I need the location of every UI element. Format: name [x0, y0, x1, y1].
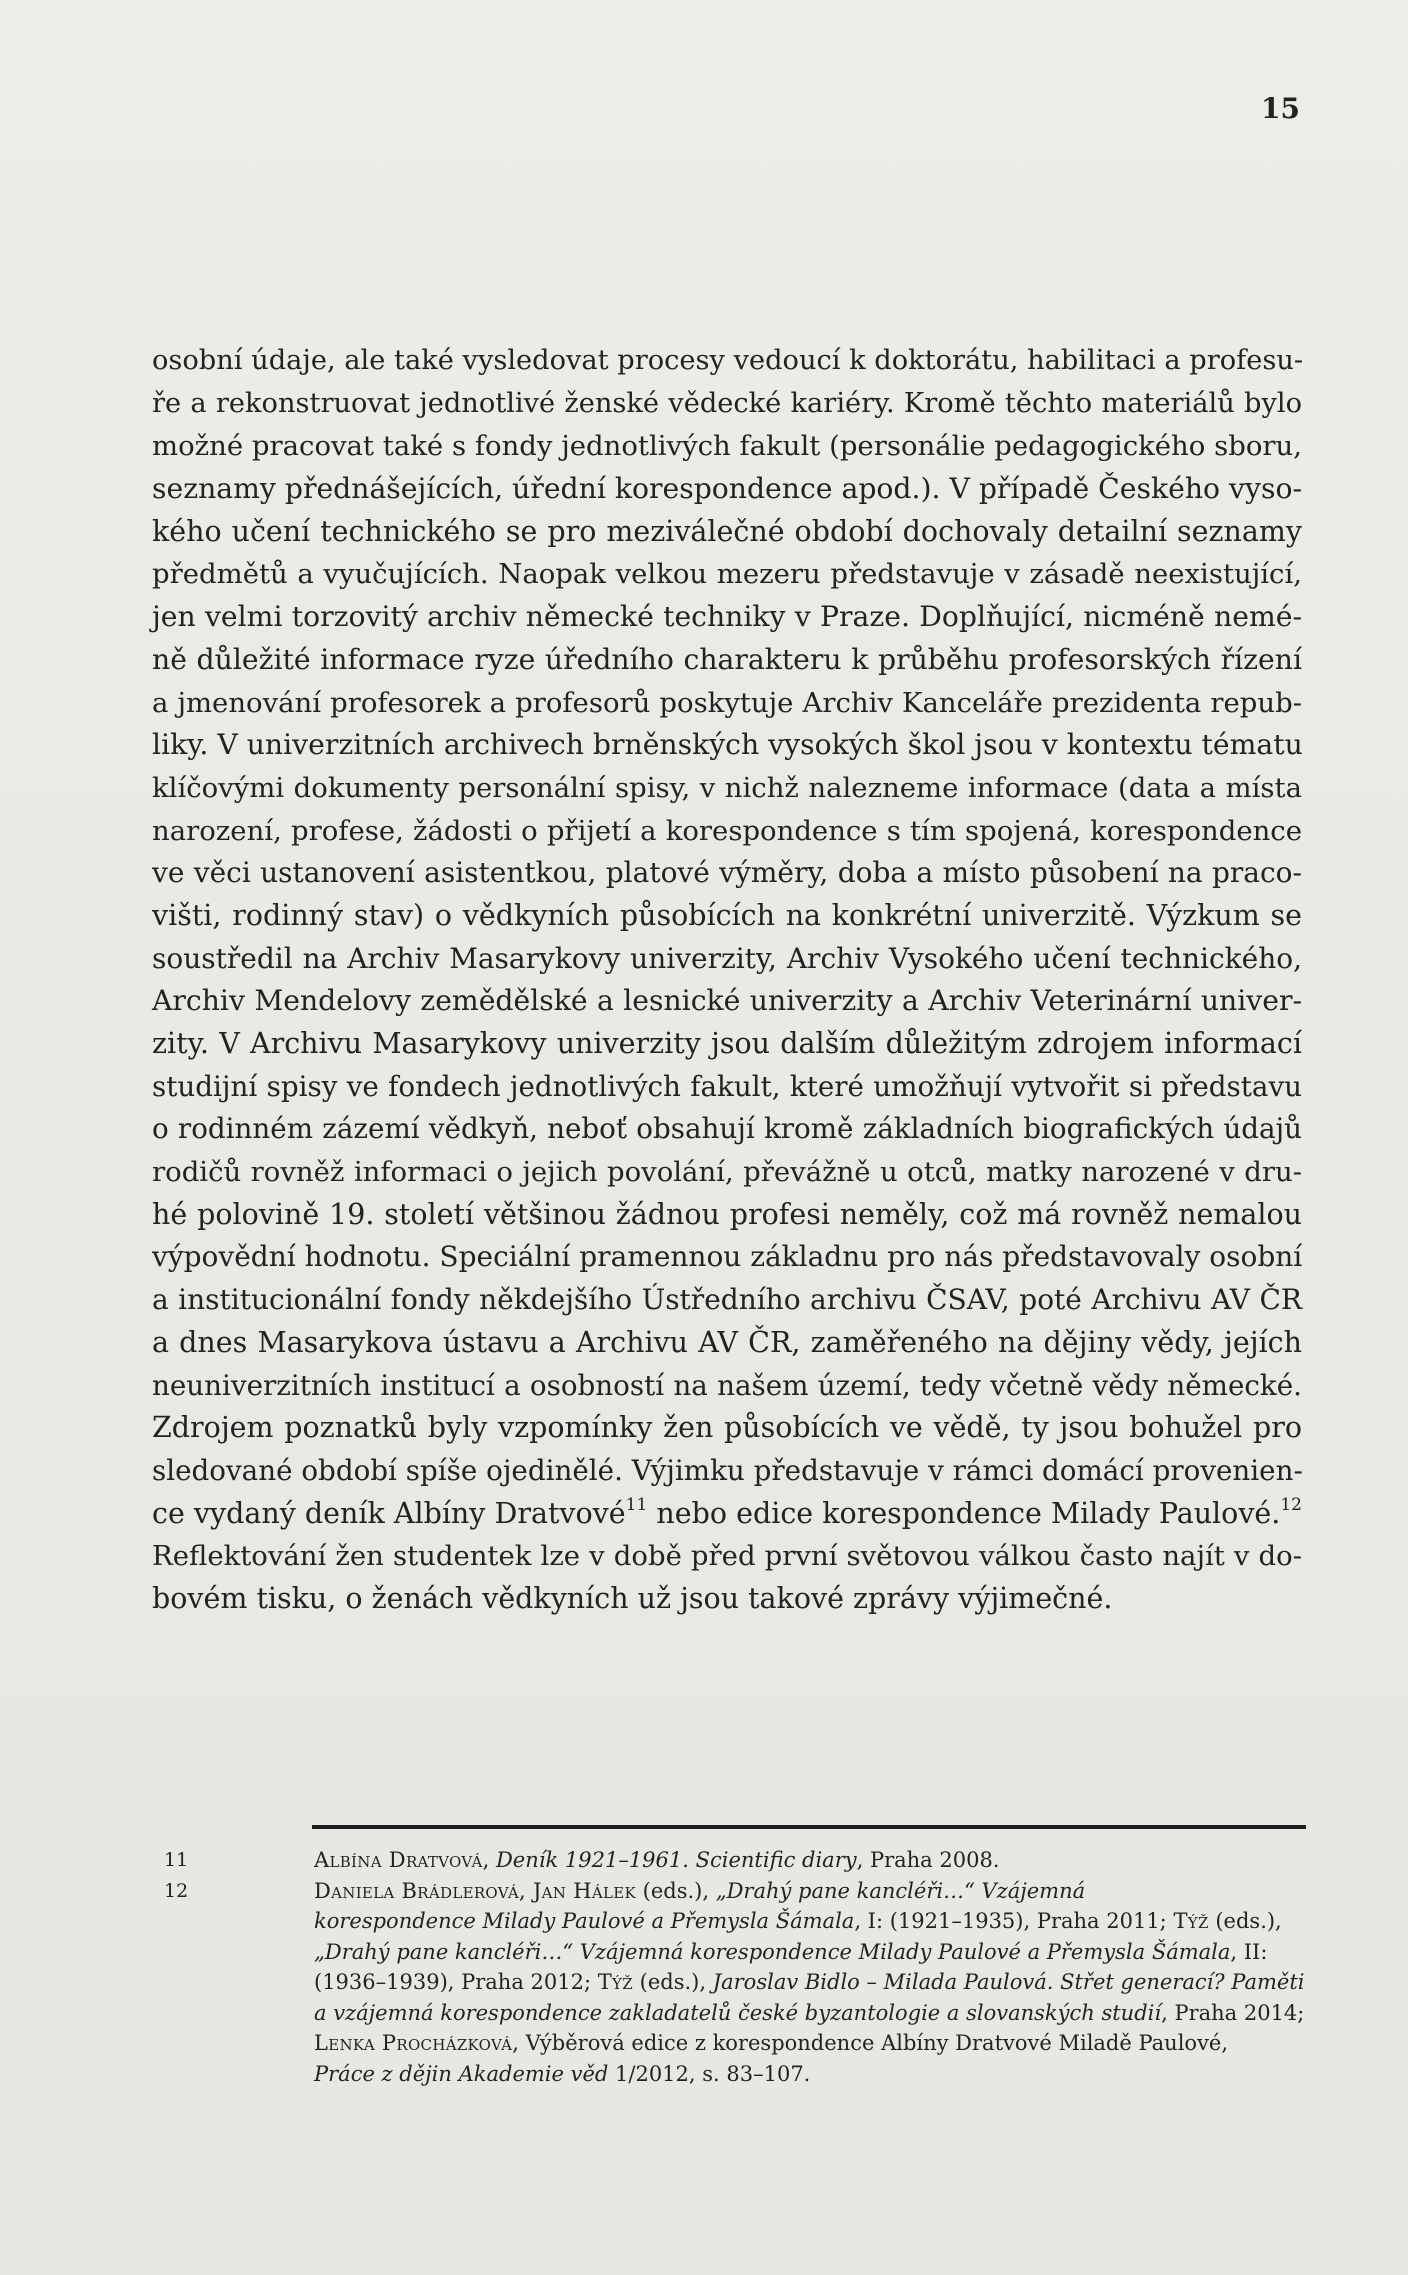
text-line: osobní údaje, ale také vysledovat procesy vedoucí k doktorátu, habilitaci a profesu-	[152, 345, 1304, 376]
text-line: o rodinném zázemí vědkyň, neboť obsahují kromě základních biografických údajů	[152, 1112, 1302, 1146]
text-line: a institucionální fondy někdejšího Ústředního archivu ČSAV, poté Archivu AV ČR	[152, 1283, 1302, 1317]
text-line: ře a rekonstruovat jednotlivé ženské vědecké kariéry. Kromě těchto materiálů bylo	[152, 387, 1302, 419]
footnote-author: Albína Dratvová	[314, 1848, 483, 1872]
footnote-reference-12[interactable]: 12	[1280, 1494, 1302, 1515]
footnotes	[150, 1845, 1310, 2089]
text-line: neuniverzitních institucí a osobností na našem území, tedy včetně vědy německé.	[152, 1368, 1302, 1402]
footnote-line: korespondence Milady Paulové a Přemysla Šámala, I: (1921–1935), Praha 2011; Týž (eds.),	[314, 1909, 1282, 1933]
text-line: seznamy přednášejících, úřední korespondence apod.). V případě Českého vyso-	[152, 472, 1303, 506]
text-line: rodičů rovněž informaci o jejich povolání, převážně u otců, matky narozené v dru-	[152, 1156, 1302, 1189]
text-line: hé polovině 19. století většinou žádnou profesi neměly, což má rovněž nemalou	[152, 1197, 1302, 1231]
footnote-line: Práce z dějin Akademie věd 1/2012, s. 83–107.	[314, 2061, 811, 2086]
body-paragraph	[152, 340, 1302, 1621]
text-line: višti, rodinný stav) o vědkyních působících na konkrétní univerzitě. Výzkum se	[152, 898, 1302, 932]
text-line: soustředil na Archiv Masarykovy univerzity, Archiv Vysokého učení technického,	[152, 941, 1302, 975]
text-line: narození, profese, žádosti o přijetí a korespondence s tím spojená, korespondence	[152, 814, 1302, 847]
footnote-line: „Drahý pane kancléři…“ Vzájemná korespondence Milady Paulové a Přemysla Šámala, II:	[314, 1939, 1268, 1964]
footnote-number: 11	[164, 1849, 189, 1871]
text-line-with-footnote-refs: ce vydaný deník Albíny Dratvové$^{11}$ nebo edice korespondence Milady Paulové.$^{12}$	[152, 1494, 1302, 1530]
footnote-line: Daniela Brádlerová, Jan Hálek (eds.), „Drahý pane kancléři…“ Vzájemná	[314, 1878, 1086, 1903]
footnote-divider	[312, 1825, 1306, 1829]
text-line: a dnes Masarykova ústavu a Archivu AV ČR, zaměřeného na dějiny vědy, jejích	[152, 1325, 1302, 1359]
footnote-author: Daniela Brádlerová, Jan Hálek	[314, 1878, 636, 1903]
footnote-title: Deník 1921–1961. Scientific diary	[495, 1848, 857, 1872]
page-number: 15	[1261, 92, 1300, 125]
footnote-12	[150, 1876, 1310, 2090]
footnote-reference-11[interactable]: 11	[625, 1494, 648, 1515]
text-line: a jmenování profesorek a profesorů poskytuje Archiv Kanceláře prezidenta repub-	[152, 686, 1302, 719]
text-line: Zdrojem poznatků byly vzpomínky žen působících ve vědě, ty jsou bohužel pro	[152, 1411, 1302, 1445]
footnote-line: Albína Dratvová, Deník 1921–1961. Scientific diary, Praha 2008.	[314, 1848, 1000, 1872]
text-line: výpovědní hodnotu. Speciální pramennou základnu pro nás představovaly osobní	[152, 1240, 1303, 1274]
text-line: Archiv Mendelovy zemědělské a lesnické univerzity a Archiv Veterinární univer-	[152, 984, 1302, 1018]
text-line: předmětů a vyučujících. Naopak velkou mezeru představuje v zásadě neexistující,	[152, 558, 1302, 591]
footnote-line: (1936–1939), Praha 2012; Týž (eds.), Jaroslav Bidlo – Milada Paulová. Střet generací? Paměti	[314, 1970, 1305, 1994]
text-line: ve věci ustanovení asistentkou, platové výměry, doba a místo působení na praco-	[152, 856, 1302, 890]
text-line: studijní spisy ve fondech jednotlivých fakult, které umožňují vytvořit si představu	[152, 1069, 1302, 1103]
text-line: liky. V univerzitních archivech brněnských vysokých škol jsou v kontextu tématu	[152, 728, 1303, 762]
text-line: jen velmi torzovitý archiv německé techniky v Praze. Doplňující, nicméně nemé-	[152, 600, 1302, 634]
text-line: klíčovými dokumenty personální spisy, v nichž nalezneme informace (data a místa	[152, 771, 1302, 804]
footnote-number: 12	[164, 1879, 189, 1902]
text-line: kého učení technického se pro meziválečné období dochovaly detailní seznamy	[152, 514, 1302, 548]
text-line: možné pracovat také s fondy jednotlivých fakult (personálie pedagogického sboru,	[152, 430, 1302, 463]
text-line: zity. V Archivu Masarykovy univerzity jsou dalším důležitým zdrojem informací	[152, 1027, 1302, 1060]
footnote-11	[150, 1845, 1310, 1876]
footnote-line: Lenka Procházková, Výběrová edice z korespondence Albíny Dratvové Miladě Paulové,	[314, 2031, 1229, 2055]
text-line: sledované období spíše ojedinělé. Výjimku představuje v rámci domácí provenien-	[152, 1453, 1303, 1487]
footnote-line: a vzájemná korespondence zakladatelů české byzantologie a slovanských studií, Praha 2014;	[314, 2000, 1305, 2025]
text-line: ně důležité informace ryze úředního charakteru k průběhu profesorských řízení	[152, 642, 1302, 676]
text-line: Reflektování žen studentek lze v době před první světovou válkou často najít v do-	[152, 1540, 1302, 1573]
text-line: bovém tisku, o ženách vědkyních už jsou takové zprávy výjimečné.	[152, 1581, 1113, 1615]
